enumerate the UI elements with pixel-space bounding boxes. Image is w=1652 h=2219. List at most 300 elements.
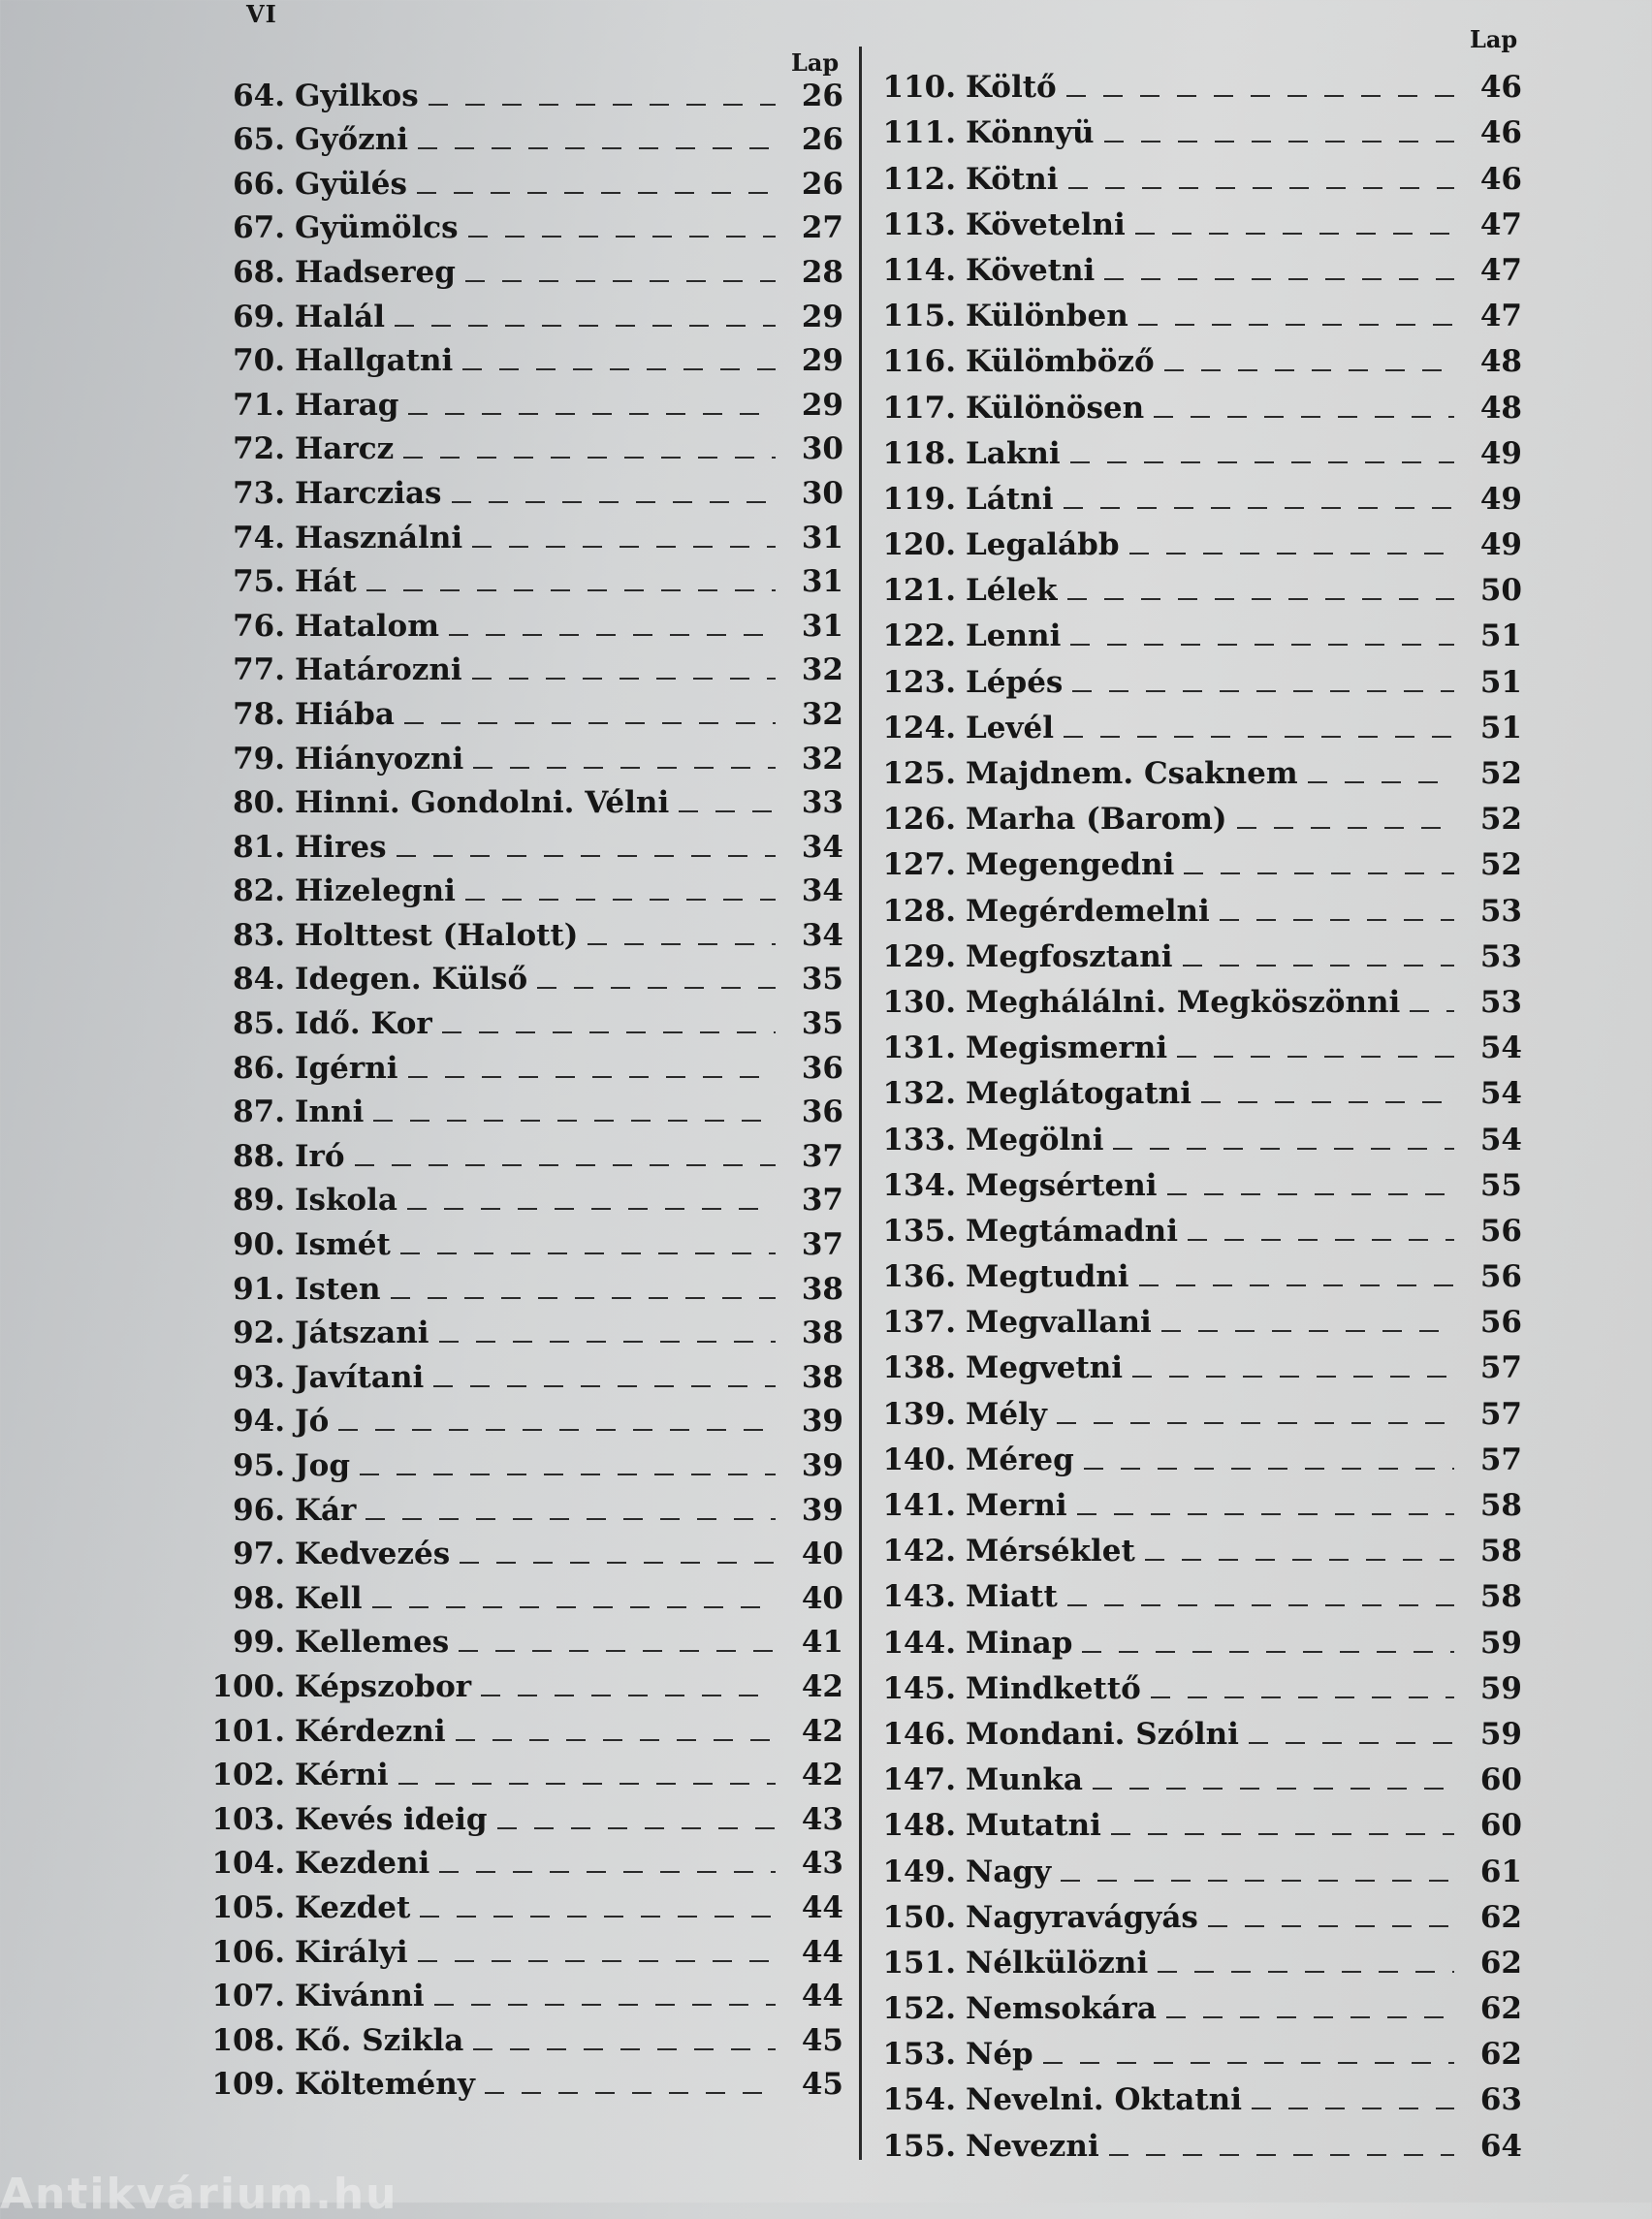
entry-page: 31: [801, 608, 843, 644]
entry-number: 99.: [233, 1625, 285, 1661]
entry-number: 145.: [882, 1670, 956, 1706]
list-item: [873, 1250, 1522, 1295]
entry-page: 44: [801, 1979, 843, 2014]
list-item: [873, 106, 1522, 151]
list-item: [873, 654, 1522, 700]
entry-number: 108.: [211, 2022, 285, 2058]
entry-page: 32: [801, 741, 843, 777]
entry-number: 81.: [233, 829, 285, 865]
entry-word: Határozni: [295, 652, 462, 688]
dot-leader: [397, 855, 776, 857]
dot-leader: [1167, 1193, 1454, 1195]
entry-page: 54: [1479, 1076, 1522, 1112]
list-item: [873, 1615, 1522, 1661]
list-item: [211, 1572, 843, 1617]
list-item: [211, 467, 843, 512]
dot-leader: [1237, 827, 1454, 829]
list-item: [211, 2059, 843, 2104]
list-item: [211, 1838, 843, 1883]
dot-leader: [1070, 461, 1454, 463]
entry-number: 148.: [882, 1808, 956, 1844]
entry-number: 124.: [882, 710, 956, 745]
dot-leader: [588, 943, 776, 945]
dot-leader: [1183, 965, 1454, 967]
entry-number: 146.: [882, 1716, 956, 1752]
list-item: [211, 70, 843, 114]
entry-number: 89.: [233, 1183, 285, 1219]
entry-number: 103.: [211, 1801, 285, 1837]
list-item: [211, 954, 843, 999]
entry-page: 50: [1479, 573, 1522, 609]
dot-leader: [360, 1474, 776, 1475]
entry-word: Költemény: [295, 2067, 475, 2103]
entry-page: 45: [801, 2022, 843, 2058]
entry-page: 57: [1479, 1396, 1522, 1432]
list-item: [873, 1295, 1522, 1341]
entry-number: 87.: [233, 1094, 285, 1130]
entry-page: 56: [1479, 1213, 1522, 1249]
entry-number: 130.: [882, 984, 956, 1020]
list-item: [873, 1066, 1522, 1112]
dot-leader: [1082, 1651, 1454, 1653]
entry-page: 46: [1479, 115, 1522, 151]
entry-page: 58: [1479, 1488, 1522, 1523]
dot-leader: [473, 2048, 776, 2050]
list-item: [873, 1844, 1522, 1889]
entry-number: 111.: [882, 115, 956, 151]
entry-page: 47: [1479, 252, 1522, 288]
entry-number: 139.: [882, 1396, 956, 1432]
entry-number: 113.: [882, 206, 956, 242]
entry-number: 71.: [233, 387, 285, 423]
entry-number: 88.: [233, 1138, 285, 1174]
entry-word: Minap: [966, 1625, 1073, 1661]
list-item: [211, 998, 843, 1042]
entry-word: Nagy: [966, 1854, 1052, 1889]
entry-page: 38: [801, 1271, 843, 1307]
dot-leader: [537, 987, 776, 989]
list-item: [211, 1661, 843, 1705]
dot-leader: [1043, 2062, 1454, 2064]
list-item: [211, 1926, 843, 1971]
entry-number: 79.: [233, 741, 285, 777]
entry-word: Halál: [295, 299, 386, 334]
entry-word: Isten: [295, 1271, 381, 1307]
lap-label: Lap: [791, 48, 840, 77]
entry-number: 114.: [882, 252, 956, 288]
dot-leader: [1066, 95, 1454, 97]
entry-word: Kezdet: [295, 1889, 411, 1925]
list-item: [873, 2073, 1522, 2118]
entry-number: 155.: [882, 2128, 956, 2164]
entry-word: Látni: [966, 481, 1054, 517]
entry-word: Követni: [966, 252, 1096, 288]
dot-leader: [1129, 553, 1455, 555]
entry-page: 49: [1479, 527, 1522, 563]
list-item: [873, 1524, 1522, 1569]
entry-word: Mutatni: [966, 1808, 1101, 1844]
entry-page: 54: [1479, 1030, 1522, 1066]
list-item: [873, 563, 1522, 609]
dot-leader: [403, 457, 776, 459]
dot-leader: [1064, 736, 1454, 738]
dot-leader: [1166, 2016, 1454, 2018]
entry-word: Nevezni: [966, 2128, 1099, 2164]
entry-page: 31: [801, 520, 843, 555]
entry-page: 62: [1479, 1991, 1522, 2027]
dot-leader: [1151, 1696, 1454, 1698]
dot-leader: [1410, 1010, 1454, 1012]
entry-page: 44: [801, 1934, 843, 1970]
left-column: [211, 0, 843, 2203]
list-item: [211, 335, 843, 380]
dot-leader: [1070, 644, 1454, 646]
entry-page: 29: [801, 387, 843, 423]
entry-list: [873, 60, 1522, 2165]
list-item: [873, 427, 1522, 472]
entry-word: Képszobor: [295, 1668, 472, 1704]
dot-leader: [1135, 233, 1454, 235]
entry-word: Gyilkos: [295, 78, 419, 113]
dot-leader: [449, 634, 776, 636]
dot-leader: [1164, 369, 1454, 371]
entry-word: Kell: [295, 1580, 363, 1616]
entry-number: 119.: [882, 481, 956, 517]
entry-page: 35: [801, 1006, 843, 1042]
dot-leader: [1132, 1376, 1454, 1378]
entry-page: 32: [801, 652, 843, 688]
entry-word: Harcz: [295, 431, 395, 467]
list-item: [211, 821, 843, 866]
list-item: [873, 60, 1522, 106]
entry-word: Kötni: [966, 161, 1059, 197]
entry-page: 53: [1479, 938, 1522, 974]
entry-number: 137.: [882, 1305, 956, 1341]
entry-number: 149.: [882, 1854, 956, 1889]
entry-number: 100.: [211, 1668, 285, 1704]
entry-word: Igérni: [295, 1050, 398, 1086]
entry-number: 135.: [882, 1213, 956, 1249]
entry-page: 60: [1479, 1762, 1522, 1798]
list-item: [873, 1112, 1522, 1157]
entry-word: Gyümölcs: [295, 210, 459, 246]
list-item: [211, 379, 843, 424]
entry-page: 64: [1479, 2128, 1522, 2164]
entry-number: 141.: [882, 1488, 956, 1523]
entry-number: 127.: [882, 847, 956, 883]
dot-leader: [465, 280, 776, 282]
entry-page: 47: [1479, 299, 1522, 334]
list-item: [873, 472, 1522, 518]
list-item: [873, 883, 1522, 929]
entry-page: 53: [1479, 984, 1522, 1020]
entry-word: Ismét: [295, 1227, 391, 1263]
list-item: [873, 1204, 1522, 1250]
list-item: [873, 1386, 1522, 1432]
entry-number: 143.: [882, 1579, 956, 1615]
entry-list: [211, 70, 843, 2103]
entry-word: Hadsereg: [295, 254, 456, 290]
entry-number: 129.: [882, 938, 956, 974]
entry-word: Megfosztani: [966, 938, 1173, 974]
entry-number: 95.: [233, 1448, 285, 1483]
entry-word: Harag: [295, 387, 399, 423]
entry-word: Nemsokára: [966, 1991, 1157, 2027]
dot-leader: [1161, 1330, 1454, 1332]
entry-page: 26: [801, 78, 843, 113]
list-item: [873, 746, 1522, 792]
dot-leader: [407, 1208, 776, 1210]
entry-word: Költő: [966, 70, 1057, 106]
entry-number: 94.: [233, 1404, 285, 1440]
dot-leader: [1104, 278, 1454, 280]
dot-leader: [1249, 1742, 1454, 1744]
entry-word: Megvetni: [966, 1350, 1124, 1386]
page-number: VI: [246, 0, 277, 28]
entry-number: 126.: [882, 802, 956, 838]
entry-number: 68.: [233, 254, 285, 290]
dot-leader: [418, 147, 776, 149]
list-item: [873, 1021, 1522, 1066]
entry-number: 150.: [882, 1899, 956, 1935]
list-item: [873, 1890, 1522, 1936]
entry-word: Gyülés: [295, 166, 407, 202]
entry-number: 86.: [233, 1050, 285, 1086]
list-item: [211, 114, 843, 159]
dot-leader: [442, 1031, 776, 1033]
entry-number: 73.: [233, 475, 285, 511]
dot-leader: [365, 1518, 776, 1520]
entry-word: Levél: [966, 710, 1055, 745]
list-item: [873, 198, 1522, 243]
dot-leader: [372, 1606, 776, 1608]
dot-leader: [395, 325, 776, 327]
entry-page: 62: [1479, 2037, 1522, 2073]
entry-word: Iró: [295, 1138, 345, 1174]
entry-page: 34: [801, 873, 843, 909]
dot-leader: [398, 1783, 776, 1785]
list-item: [211, 1793, 843, 1838]
entry-number: 128.: [882, 893, 956, 929]
entry-page: 58: [1479, 1579, 1522, 1615]
entry-number: 98.: [233, 1580, 285, 1616]
entry-number: 122.: [882, 618, 956, 654]
dot-leader: [420, 1916, 776, 1918]
entry-word: Könnyü: [966, 115, 1095, 151]
dot-leader: [468, 236, 776, 238]
entry-page: 53: [1479, 893, 1522, 929]
entry-number: 92.: [233, 1316, 285, 1351]
entry-page: 36: [801, 1094, 843, 1130]
entry-page: 40: [801, 1537, 843, 1572]
dot-leader: [1308, 781, 1454, 783]
entry-page: 48: [1479, 344, 1522, 380]
list-item: [873, 1569, 1522, 1615]
entry-word: Nevelni. Oktatni: [966, 2082, 1242, 2118]
entry-page: 26: [801, 166, 843, 202]
entry-word: Megsérteni: [966, 1167, 1158, 1203]
entry-word: Győzni: [295, 122, 409, 158]
list-item: [873, 334, 1522, 380]
list-item: [211, 1971, 843, 2015]
entry-page: 34: [801, 917, 843, 953]
entry-word: Holttest (Halott): [295, 917, 579, 953]
list-item: [211, 1042, 843, 1087]
entry-word: Harczias: [295, 475, 442, 511]
entry-word: Hizelegni: [295, 873, 456, 909]
entry-word: Mondani. Szólni: [966, 1716, 1239, 1752]
entry-word: Idegen. Külső: [295, 962, 528, 998]
list-item: [211, 1263, 843, 1308]
entry-page: 28: [801, 254, 843, 290]
list-item: [873, 518, 1522, 563]
entry-page: 29: [801, 343, 843, 379]
dot-leader: [1077, 1513, 1454, 1515]
entry-number: 82.: [233, 873, 285, 909]
column-divider: [859, 47, 862, 2160]
dot-leader: [408, 413, 776, 415]
entry-page: 38: [801, 1316, 843, 1351]
entry-number: 69.: [233, 299, 285, 334]
entry-number: 106.: [211, 1934, 285, 1970]
list-item: [211, 645, 843, 689]
entry-word: Lenni: [966, 618, 1062, 654]
list-item: [873, 792, 1522, 838]
entry-page: 34: [801, 829, 843, 865]
dot-leader: [400, 1252, 776, 1254]
entry-page: 30: [801, 475, 843, 511]
entry-number: 104.: [211, 1846, 285, 1882]
dot-leader: [1111, 1833, 1454, 1835]
entry-number: 121.: [882, 573, 956, 609]
entry-page: 52: [1479, 847, 1522, 883]
dot-leader: [1201, 1101, 1454, 1103]
entry-number: 120.: [882, 527, 956, 563]
list-item: [211, 600, 843, 645]
dot-leader: [418, 1960, 776, 1962]
entry-page: 49: [1479, 481, 1522, 517]
entry-page: 42: [801, 1668, 843, 1704]
lap-label: Lap: [1470, 25, 1518, 53]
entry-number: 142.: [882, 1534, 956, 1569]
entry-page: 37: [801, 1183, 843, 1219]
entry-word: Hires: [295, 829, 387, 865]
entry-word: Megölni: [966, 1122, 1104, 1157]
entry-word: Marha (Barom): [966, 802, 1227, 838]
entry-number: 85.: [233, 1006, 285, 1042]
entry-word: Megtudni: [966, 1259, 1129, 1295]
list-item: [211, 1219, 843, 1263]
entry-page: 36: [801, 1050, 843, 1086]
entry-number: 76.: [233, 608, 285, 644]
entry-word: Inni: [295, 1094, 365, 1130]
list-item: [211, 1130, 843, 1175]
dot-leader: [1188, 1239, 1454, 1241]
dot-leader: [1057, 1422, 1454, 1424]
list-item: [211, 1087, 843, 1131]
entry-number: 110.: [882, 70, 956, 106]
list-item: [211, 1529, 843, 1573]
list-item: [211, 1705, 843, 1750]
entry-word: Mindkettő: [966, 1670, 1141, 1706]
entry-word: Iskola: [295, 1183, 397, 1219]
dot-leader: [355, 1164, 776, 1166]
list-item: [211, 1351, 843, 1396]
entry-number: 80.: [233, 785, 285, 821]
entry-number: 83.: [233, 917, 285, 953]
dot-leader: [1177, 1056, 1454, 1058]
entry-word: Meglátogatni: [966, 1076, 1191, 1112]
list-item: [873, 1478, 1522, 1524]
entry-number: 96.: [233, 1492, 285, 1528]
entry-page: 59: [1479, 1625, 1522, 1661]
entry-number: 97.: [233, 1537, 285, 1572]
entry-word: Majdnem. Csaknem: [966, 756, 1298, 791]
entry-word: Hiába: [295, 696, 395, 732]
entry-word: Méreg: [966, 1442, 1074, 1477]
dot-leader: [1138, 324, 1454, 326]
entry-number: 64.: [233, 78, 285, 113]
list-item: [873, 1798, 1522, 1844]
list-item: [873, 151, 1522, 197]
entry-page: 32: [801, 696, 843, 732]
entry-page: 39: [801, 1404, 843, 1440]
dot-leader: [373, 1120, 776, 1122]
entry-word: Megengedni: [966, 847, 1175, 883]
list-item: [873, 609, 1522, 654]
dot-leader: [1104, 141, 1454, 143]
entry-number: 66.: [233, 166, 285, 202]
entry-page: 37: [801, 1138, 843, 1174]
dot-leader: [434, 2004, 776, 2006]
entry-number: 93.: [233, 1359, 285, 1395]
entry-page: 46: [1479, 161, 1522, 197]
entry-page: 59: [1479, 1670, 1522, 1706]
list-item: [873, 1433, 1522, 1478]
dot-leader: [1145, 1559, 1454, 1561]
entry-page: 46: [1479, 70, 1522, 106]
list-item: [211, 291, 843, 335]
entry-page: 29: [801, 299, 843, 334]
dot-leader: [465, 899, 776, 901]
entry-page: 51: [1479, 664, 1522, 700]
dot-leader: [485, 2092, 776, 2094]
entry-number: 107.: [211, 1979, 285, 2014]
dot-leader: [460, 1562, 776, 1564]
entry-number: 70.: [233, 343, 285, 379]
dot-leader: [1158, 1971, 1454, 1973]
entry-number: 72.: [233, 431, 285, 467]
entry-page: 40: [801, 1580, 843, 1616]
dot-leader: [1093, 1788, 1454, 1790]
entry-page: 56: [1479, 1305, 1522, 1341]
list-item: [211, 777, 843, 822]
entry-word: Megismerni: [966, 1030, 1168, 1066]
entry-word: Kivánni: [295, 1979, 425, 2014]
entry-word: Munka: [966, 1762, 1083, 1798]
entry-number: 84.: [233, 962, 285, 998]
list-item: [873, 1341, 1522, 1386]
entry-page: 52: [1479, 802, 1522, 838]
list-item: [211, 866, 843, 910]
entry-word: Miatt: [966, 1579, 1058, 1615]
dot-leader: [1252, 2108, 1454, 2109]
list-item: [211, 2014, 843, 2059]
dot-leader: [679, 810, 776, 812]
list-item: [873, 838, 1522, 883]
entry-word: Hatalom: [295, 608, 440, 644]
dot-leader: [408, 1076, 776, 1078]
